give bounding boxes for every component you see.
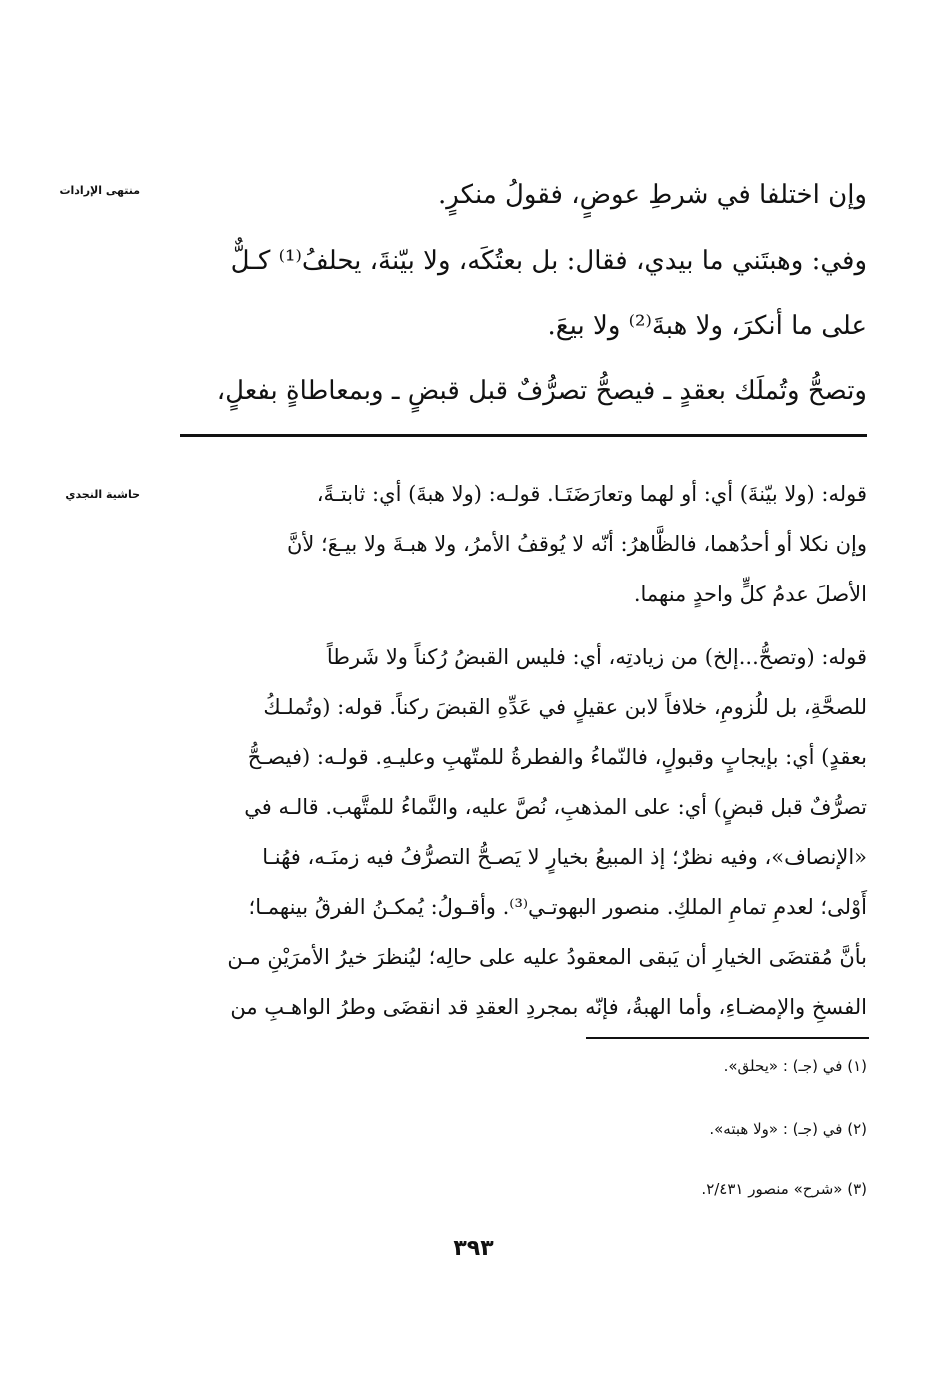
book-title-label: منتهى الإرادات <box>59 184 140 197</box>
main-text-line: وفي: وهبتَني ما بيدي، فقال: بل بعتُكَه، ولا بيّنةَ، يحلفُ⁽¹⁾ كـلٌّ <box>230 246 867 276</box>
commentary-line: قوله: (وتصحُّ...إلخ) من زيادتِه، أي: فليس القبضُ رُكناً ولا شَرطاً <box>326 645 867 669</box>
commentary-line: تصرُّفٌ قبل قبضٍ) أي: على المذهبِ، نُصَّ عليه، والنَّماءُ للمتَّهب. قالـه في <box>244 795 867 819</box>
main-text-line: وإن اختلفا في شرطِ عوضٍ، فقولُ منكرٍ. <box>438 180 867 210</box>
commentary-line: وإن نكلا أو أحدُهما، فالظَّاهرُ: أنّه لا يُوقفُ الأمرُ، ولا هبـةَ ولا بيـعَ؛ لأنَّ <box>286 532 867 556</box>
page-number: ٣٩٣ <box>453 1236 494 1261</box>
main-commentary-divider <box>180 434 867 437</box>
commentary-title-label: حاشية النجدي <box>65 488 140 501</box>
commentary-line: أَوْلى؛ لعدمِ تمامِ الملكِ. منصور البهوتـي⁽³⁾. وأقـولُ: يُمكـنُ الفرقُ بينهمـا؛ <box>248 895 867 919</box>
footnote-divider <box>586 1037 869 1039</box>
main-text-line: وتصحُّ وتُملَك بعقدٍ ـ فيصحُّ تصرُّفٌ قبل قبضٍ ـ وبمعاطاةٍ بفعلٍ، <box>216 376 867 406</box>
commentary-line: بعقدٍ) أي: بإيجابٍ وقبولٍ، فالنّماءُ والفطرةُ للمتّهبِ وعليـهِ. قولـه: (فيصـحُّ <box>247 745 867 769</box>
commentary-line: للصحَّةِ، بل للُزومِ، خلافاً لابن عقيلٍ في عَدِّهِ القبضَ ركناً. قوله: (وتُملـكُ <box>263 695 867 719</box>
main-text-line: على ما أنكرَ، ولا هبةَ⁽²⁾ ولا بيعَ. <box>547 311 867 341</box>
commentary-line: «الإنصاف»، وفيه نظرٌ؛ إذ المبيعُ بخيارٍ لا يَصـحُّ التصرُّفُ فيه زمنَـه، فهُنـا <box>262 845 867 869</box>
commentary-line: الفسخِ والإمضـاءِ، وأما الهبةُ، فإنّه بمجردِ العقدِ قد انقضَى وطرُ الواهـبِ من <box>230 995 867 1019</box>
footnote: (١) في (جـ) : «يحلق». <box>723 1057 867 1075</box>
footnote: (٢) في (جـ) : «ولا هبته». <box>709 1120 867 1138</box>
commentary-line: بأنَّ مُقتضَى الخيارِ أن يَبقى المعقودُ عليه على حالِه؛ ليُنظرَ خيرُ الأمرَيْنِ مـن <box>227 945 867 969</box>
footnote: (٣) «شرح» منصور ٢/٤٣١. <box>701 1180 867 1198</box>
commentary-line: الأصلَ عدمُ كلٍّ واحدٍ منهما. <box>633 582 867 606</box>
commentary-line: قوله: (ولا بيّنةَ) أي: أو لهما وتعارَضَتَـا. قولـه: (ولا هبةَ) أي: ثابتـةً، <box>316 482 867 506</box>
